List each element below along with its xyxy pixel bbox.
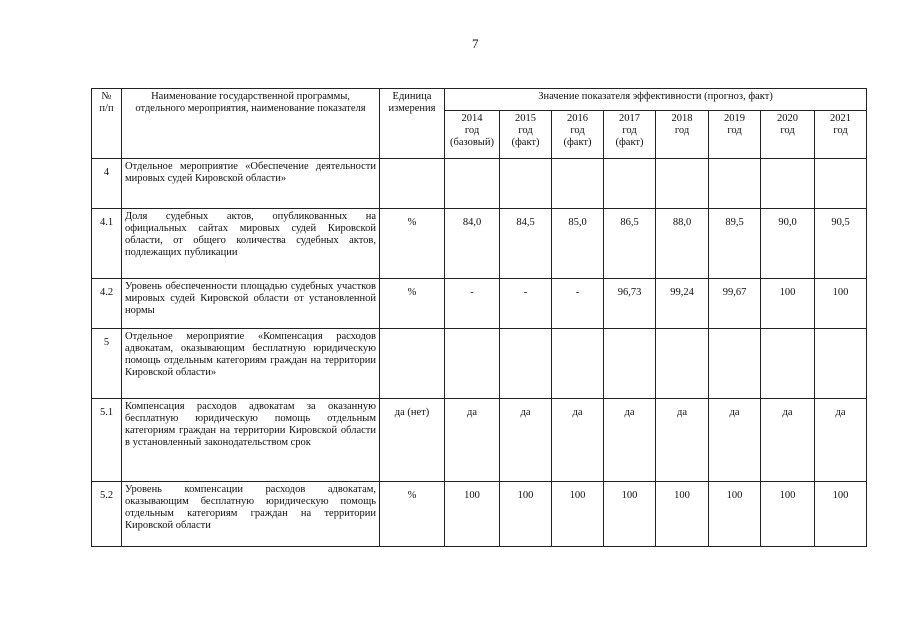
header-year-4 xyxy=(656,111,709,159)
page-number: 7 xyxy=(472,36,479,51)
table-row xyxy=(92,279,867,329)
row-value xyxy=(815,159,867,209)
header-values: Значение показателя эффективности (прогноз, факт) xyxy=(445,89,867,111)
table-row xyxy=(92,399,867,482)
row-value xyxy=(445,329,500,399)
row-name: Отдельное мероприятие «Обеспечение деятельности мировых судей Кировской области» xyxy=(122,159,380,209)
header-year-l1: год xyxy=(674,125,690,136)
row-value: 100 xyxy=(761,279,815,329)
row-value: - xyxy=(552,279,604,329)
row-value: да xyxy=(656,399,709,482)
header-year-year: 2016 xyxy=(567,113,588,124)
header-year-2 xyxy=(552,111,604,159)
header-num: № п/п xyxy=(92,89,122,159)
header-year-year: 2017 xyxy=(619,113,640,124)
header-year-l1: год xyxy=(570,125,585,136)
row-value: - xyxy=(445,279,500,329)
header-year-year: 2015 xyxy=(515,113,536,124)
row-value xyxy=(500,159,552,209)
header-year-l2: (факт) xyxy=(615,137,644,148)
row-value: 100 xyxy=(656,482,709,547)
header-year-year: 2020 xyxy=(777,113,798,124)
row-value xyxy=(761,329,815,399)
row-number: 4.2 xyxy=(92,279,122,329)
row-value: 99,67 xyxy=(709,279,761,329)
row-value: - xyxy=(500,279,552,329)
row-unit: % xyxy=(380,482,445,547)
row-value: 90,0 xyxy=(761,209,815,279)
header-year-l1: год xyxy=(622,125,637,136)
row-unit: да (нет) xyxy=(380,399,445,482)
row-value: да xyxy=(500,399,552,482)
row-value xyxy=(604,329,656,399)
row-name: Доля судебных актов, опубликованных на официальных сайтах мировых судей Кировской области, от общего количества судебных актов, подлежащих публикации xyxy=(122,209,380,279)
row-value: 100 xyxy=(552,482,604,547)
row-value: 100 xyxy=(709,482,761,547)
table-row xyxy=(92,159,867,209)
table-row xyxy=(92,209,867,279)
row-name: Отдельное мероприятие «Компенсация расходов адвокатам, оказывающим бесплатную юридическую помощь отдельным категориям граждан на территории Кировской области» xyxy=(122,329,380,399)
header-year-l2: (факт) xyxy=(511,137,540,148)
row-value: 84,0 xyxy=(445,209,500,279)
row-name: Уровень компенсации расходов адвокатам, оказывающим бесплатную юридическую помощь отдельным категориям граждан на территории Кировской области xyxy=(122,482,380,547)
row-value: 86,5 xyxy=(604,209,656,279)
row-value: 100 xyxy=(815,482,867,547)
row-value xyxy=(552,329,604,399)
row-unit xyxy=(380,329,445,399)
indicators-table xyxy=(91,88,867,547)
row-number: 5.1 xyxy=(92,399,122,482)
row-value: 85,0 xyxy=(552,209,604,279)
row-value xyxy=(709,159,761,209)
header-year-l1: год xyxy=(727,125,742,136)
row-value: 100 xyxy=(604,482,656,547)
header-year-l1: год xyxy=(518,125,533,136)
row-value: 100 xyxy=(815,279,867,329)
table-row xyxy=(92,329,867,399)
row-value: 99,24 xyxy=(656,279,709,329)
header-year-year: 2021 xyxy=(830,113,851,124)
row-value: 89,5 xyxy=(709,209,761,279)
row-number: 5 xyxy=(92,329,122,399)
row-value: 84,5 xyxy=(500,209,552,279)
row-value xyxy=(445,159,500,209)
header-name: Наименование государственной программы, отдельного мероприятия, наименование показателя xyxy=(122,89,380,159)
row-value xyxy=(500,329,552,399)
row-value: 96,73 xyxy=(604,279,656,329)
row-value: 100 xyxy=(500,482,552,547)
header-year-l1: год xyxy=(833,125,848,136)
table-row xyxy=(92,482,867,547)
row-value xyxy=(552,159,604,209)
header-unit: Единица измерения xyxy=(380,89,445,159)
row-number: 5.2 xyxy=(92,482,122,547)
row-value: 90,5 xyxy=(815,209,867,279)
row-number: 4 xyxy=(92,159,122,209)
header-year-l2: (факт) xyxy=(563,137,592,148)
header-year-l1: год xyxy=(464,125,480,136)
row-value xyxy=(656,329,709,399)
row-value xyxy=(604,159,656,209)
header-year-year: 2018 xyxy=(671,113,693,124)
header-year-1 xyxy=(500,111,552,159)
header-year-0 xyxy=(445,111,500,159)
row-value: да xyxy=(445,399,500,482)
header-year-l2: (базовый) xyxy=(450,137,494,148)
header-year-l1: год xyxy=(780,125,795,136)
header-year-7 xyxy=(815,111,867,159)
row-value: да xyxy=(709,399,761,482)
header-year-year: 2019 xyxy=(724,113,745,124)
row-value: 88,0 xyxy=(656,209,709,279)
row-value xyxy=(709,329,761,399)
row-name: Уровень обеспеченности площадью судебных участков мировых судей Кировской области от установленной нормы xyxy=(122,279,380,329)
header-year-6 xyxy=(761,111,815,159)
row-name: Компенсация расходов адвокатам за оказанную бесплатную юридическую помощь отдельным категориям граждан на территории Кировской области в установленный законодательством срок xyxy=(122,399,380,482)
row-value xyxy=(815,329,867,399)
row-unit xyxy=(380,159,445,209)
row-value xyxy=(761,159,815,209)
row-value: да xyxy=(552,399,604,482)
header-year-year: 2014 xyxy=(461,113,483,124)
row-unit: % xyxy=(380,279,445,329)
row-value: да xyxy=(815,399,867,482)
row-value xyxy=(656,159,709,209)
row-number: 4.1 xyxy=(92,209,122,279)
row-value: да xyxy=(761,399,815,482)
row-value: 100 xyxy=(445,482,500,547)
header-year-3 xyxy=(604,111,656,159)
row-value: 100 xyxy=(761,482,815,547)
header-year-5 xyxy=(709,111,761,159)
row-value: да xyxy=(604,399,656,482)
row-unit: % xyxy=(380,209,445,279)
